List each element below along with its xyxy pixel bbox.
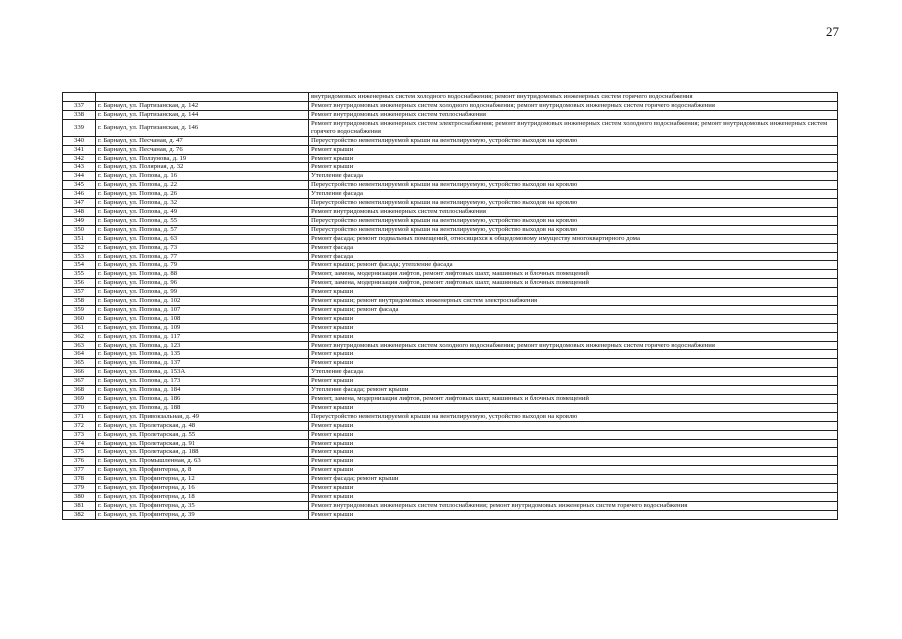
table-row — [63, 314, 838, 323]
work-type-cell: Ремонт внутридомовых инженерных систем теплоснабжения — [309, 110, 838, 119]
address-cell: г. Барнаул, ул. Попова, д. 79 — [96, 261, 309, 270]
table-row — [63, 181, 838, 190]
row-number-cell: 372 — [63, 421, 96, 430]
work-type-cell: Ремонт крыши — [309, 145, 838, 154]
row-number-cell: 343 — [63, 163, 96, 172]
address-cell: г. Барнаул, ул. Ползунова, д. 19 — [96, 154, 309, 163]
row-number-cell: 341 — [63, 145, 96, 154]
work-type-cell: Ремонт крыши — [309, 421, 838, 430]
table-row — [63, 430, 838, 439]
address-cell: г. Барнаул, ул. Пролетарская, д. 55 — [96, 430, 309, 439]
repair-table — [62, 92, 838, 520]
table-row — [63, 403, 838, 412]
address-cell: г. Барнаул, ул. Профинтерна, д. 35 — [96, 501, 309, 510]
table-row — [63, 154, 838, 163]
row-number-cell: 380 — [63, 492, 96, 501]
address-cell — [96, 93, 309, 102]
table-row — [63, 207, 838, 216]
table-row — [63, 439, 838, 448]
row-number-cell: 379 — [63, 484, 96, 493]
work-type-cell: Переустройство невентилируемой крыши на вентилируемую, устройство выходов на кровлю — [309, 199, 838, 208]
table-row — [63, 484, 838, 493]
address-cell: г. Барнаул, ул. Пролетарская, д. 91 — [96, 439, 309, 448]
address-cell: г. Барнаул, ул. Попова, д. 57 — [96, 225, 309, 234]
table-row — [63, 359, 838, 368]
row-number-cell: 346 — [63, 190, 96, 199]
row-number-cell: 363 — [63, 341, 96, 350]
row-number-cell: 381 — [63, 501, 96, 510]
address-cell: г. Барнаул, ул. Попова, д. 73 — [96, 243, 309, 252]
row-number-cell: 382 — [63, 510, 96, 519]
address-cell: г. Барнаул, ул. Попова, д. 22 — [96, 181, 309, 190]
table-row — [63, 475, 838, 484]
table-row — [63, 332, 838, 341]
row-number-cell: 345 — [63, 181, 96, 190]
table-row-continuation — [63, 93, 838, 102]
address-cell: г. Барнаул, ул. Попова, д. 188 — [96, 403, 309, 412]
table-row — [63, 297, 838, 306]
address-cell: г. Барнаул, ул. Попова, д. 135 — [96, 350, 309, 359]
row-number-cell: 362 — [63, 332, 96, 341]
work-type-cell: Ремонт крыши — [309, 359, 838, 368]
row-number-cell: 350 — [63, 225, 96, 234]
row-number-cell: 359 — [63, 305, 96, 314]
row-number-cell: 348 — [63, 207, 96, 216]
address-cell: г. Барнаул, ул. Песчаная, д. 47 — [96, 136, 309, 145]
table-row — [63, 501, 838, 510]
table-row — [63, 466, 838, 475]
table-row — [63, 110, 838, 119]
address-cell: г. Барнаул, ул. Попова, д. 108 — [96, 314, 309, 323]
work-type-cell: Переустройство невентилируемой крыши на вентилируемую, устройство выходов на кровлю — [309, 181, 838, 190]
row-number-cell — [63, 93, 96, 102]
row-number-cell: 373 — [63, 430, 96, 439]
row-number-cell: 360 — [63, 314, 96, 323]
address-cell: г. Барнаул, ул. Попова, д. 55 — [96, 216, 309, 225]
table-row — [63, 136, 838, 145]
row-number-cell: 344 — [63, 172, 96, 181]
table-row — [63, 199, 838, 208]
work-type-cell: Ремонт фасада — [309, 252, 838, 261]
work-type-cell: Ремонт крыши — [309, 510, 838, 519]
work-type-cell: Ремонт крыши — [309, 466, 838, 475]
address-cell: г. Барнаул, ул. Попова, д. 88 — [96, 270, 309, 279]
row-number-cell: 377 — [63, 466, 96, 475]
table-row — [63, 119, 838, 136]
row-number-cell: 349 — [63, 216, 96, 225]
row-number-cell: 356 — [63, 279, 96, 288]
address-cell: г. Барнаул, ул. Пролетарская, д. 48 — [96, 421, 309, 430]
table-row — [63, 225, 838, 234]
work-type-cell: Ремонт крыши; ремонт внутридомовых инженерных систем электроснабжения — [309, 297, 838, 306]
row-number-cell: 371 — [63, 412, 96, 421]
work-type-cell: Ремонт крыши — [309, 288, 838, 297]
address-cell: г. Барнаул, ул. Профинтерна, д. 16 — [96, 484, 309, 493]
address-cell: г. Барнаул, ул. Привокзальная, д. 49 — [96, 412, 309, 421]
address-cell: г. Барнаул, ул. Попова, д. 26 — [96, 190, 309, 199]
address-cell: г. Барнаул, ул. Попова, д. 102 — [96, 297, 309, 306]
row-number-cell: 378 — [63, 475, 96, 484]
address-cell: г. Барнаул, ул. Попова, д. 109 — [96, 323, 309, 332]
table-row — [63, 279, 838, 288]
row-number-cell: 366 — [63, 368, 96, 377]
table-row — [63, 386, 838, 395]
address-cell: г. Барнаул, ул. Попова, д. 173 — [96, 377, 309, 386]
work-type-cell: Утепление фасада — [309, 172, 838, 181]
row-number-cell: 361 — [63, 323, 96, 332]
row-number-cell: 351 — [63, 234, 96, 243]
work-type-cell: Ремонт крыши — [309, 484, 838, 493]
table-row — [63, 341, 838, 350]
table-row — [63, 377, 838, 386]
row-number-cell: 337 — [63, 101, 96, 110]
table-row — [63, 270, 838, 279]
row-number-cell: 357 — [63, 288, 96, 297]
table-row — [63, 190, 838, 199]
work-type-cell: Переустройство невентилируемой крыши на вентилируемую, устройство выходов на кровлю — [309, 225, 838, 234]
address-cell: г. Барнаул, ул. Попова, д. 184 — [96, 386, 309, 395]
table-row — [63, 234, 838, 243]
work-type-cell: Ремонт крыши; ремонт фасада — [309, 305, 838, 314]
table-row — [63, 368, 838, 377]
work-type-cell: Ремонт крыши — [309, 430, 838, 439]
work-type-cell: Переустройство невентилируемой крыши на вентилируемую, устройство выходов на кровлю — [309, 412, 838, 421]
row-number-cell: 355 — [63, 270, 96, 279]
row-number-cell: 370 — [63, 403, 96, 412]
address-cell: г. Барнаул, ул. Попова, д. 16 — [96, 172, 309, 181]
address-cell: г. Барнаул, ул. Партизанская, д. 142 — [96, 101, 309, 110]
table-row — [63, 448, 838, 457]
row-number-cell: 339 — [63, 119, 96, 136]
table-row — [63, 261, 838, 270]
address-cell: г. Барнаул, ул. Песчаная, д. 76 — [96, 145, 309, 154]
work-type-cell: Ремонт, замена, модернизация лифтов, ремонт лифтовых шахт, машинных и блочных помещений — [309, 270, 838, 279]
row-number-cell: 365 — [63, 359, 96, 368]
table-row — [63, 323, 838, 332]
work-type-cell: Ремонт фасада — [309, 243, 838, 252]
row-number-cell: 369 — [63, 395, 96, 404]
address-cell: г. Барнаул, ул. Попова, д. 107 — [96, 305, 309, 314]
address-cell: г. Барнаул, ул. Попова, д. 123 — [96, 341, 309, 350]
table-row — [63, 252, 838, 261]
table-row — [63, 412, 838, 421]
work-type-cell: Ремонт, замена, модернизация лифтов, ремонт лифтовых шахт, машинных и блочных помещений — [309, 279, 838, 288]
row-number-cell: 342 — [63, 154, 96, 163]
address-cell: г. Барнаул, ул. Полярная, д. 32 — [96, 163, 309, 172]
row-number-cell: 376 — [63, 457, 96, 466]
row-number-cell: 340 — [63, 136, 96, 145]
row-number-cell: 358 — [63, 297, 96, 306]
table-row — [63, 350, 838, 359]
row-number-cell: 347 — [63, 199, 96, 208]
work-type-cell: Ремонт внутридомовых инженерных систем холодного водоснабжения; ремонт внутридомовых инженерных систем горячего водоснабжения — [309, 341, 838, 350]
work-type-cell: внутридомовых инженерных систем холодного водоснабжения; ремонт внутридомовых инженерных систем горячего водоснабжения — [309, 93, 838, 102]
row-number-cell: 364 — [63, 350, 96, 359]
row-number-cell: 353 — [63, 252, 96, 261]
row-number-cell: 374 — [63, 439, 96, 448]
table-row — [63, 172, 838, 181]
row-number-cell: 367 — [63, 377, 96, 386]
table-row — [63, 216, 838, 225]
table-row — [63, 101, 838, 110]
work-type-cell: Ремонт крыши — [309, 332, 838, 341]
table-row — [63, 457, 838, 466]
work-type-cell: Ремонт крыши — [309, 163, 838, 172]
address-cell: г. Барнаул, ул. Попова, д. 117 — [96, 332, 309, 341]
work-type-cell: Утепление фасада — [309, 368, 838, 377]
work-type-cell: Ремонт крыши — [309, 314, 838, 323]
work-type-cell: Ремонт крыши — [309, 403, 838, 412]
work-type-cell: Ремонт внутридомовых инженерных систем теплоснабжения; ремонт внутридомовых инженерных систем горячего водоснабжения — [309, 501, 838, 510]
work-type-cell: Ремонт крыши — [309, 323, 838, 332]
address-cell: г. Барнаул, ул. Профинтерна, д. 8 — [96, 466, 309, 475]
work-type-cell: Утепление фасада — [309, 190, 838, 199]
row-number-cell: 352 — [63, 243, 96, 252]
address-cell: г. Барнаул, ул. Попова, д. 137 — [96, 359, 309, 368]
work-type-cell: Ремонт крыши — [309, 377, 838, 386]
work-type-cell: Утепление фасада; ремонт крыши — [309, 386, 838, 395]
address-cell: г. Барнаул, ул. Профинтерна, д. 18 — [96, 492, 309, 501]
work-type-cell: Ремонт фасада; ремонт крыши — [309, 475, 838, 484]
address-cell: г. Барнаул, ул. Попова, д. 32 — [96, 199, 309, 208]
address-cell: г. Барнаул, ул. Партизанская, д. 146 — [96, 119, 309, 136]
table-row — [63, 305, 838, 314]
work-type-cell: Ремонт крыши — [309, 492, 838, 501]
row-number-cell: 375 — [63, 448, 96, 457]
work-type-cell: Ремонт крыши — [309, 439, 838, 448]
table-row — [63, 492, 838, 501]
table-row — [63, 288, 838, 297]
address-cell: г. Барнаул, ул. Пролетарская, д. 188 — [96, 448, 309, 457]
page-number: 27 — [826, 24, 839, 39]
table-row — [63, 395, 838, 404]
work-type-cell: Переустройство невентилируемой крыши на вентилируемую, устройство выходов на кровлю — [309, 216, 838, 225]
work-type-cell: Ремонт фасада; ремонт подвальных помещений, относящихся к общедомовому имуществу многоквартирного дома — [309, 234, 838, 243]
table-row — [63, 163, 838, 172]
address-cell: г. Барнаул, ул. Попова, д. 153А — [96, 368, 309, 377]
address-cell: г. Барнаул, ул. Попова, д. 186 — [96, 395, 309, 404]
address-cell: г. Барнаул, ул. Профинтерна, д. 39 — [96, 510, 309, 519]
address-cell: г. Барнаул, ул. Попова, д. 99 — [96, 288, 309, 297]
address-cell: г. Барнаул, ул. Попова, д. 49 — [96, 207, 309, 216]
table-row — [63, 243, 838, 252]
address-cell: г. Барнаул, ул. Партизанская, д. 144 — [96, 110, 309, 119]
work-type-cell: Ремонт крыши — [309, 448, 838, 457]
table-row — [63, 421, 838, 430]
work-type-cell: Ремонт внутридомовых инженерных систем теплоснабжения — [309, 207, 838, 216]
address-cell: г. Барнаул, ул. Попова, д. 96 — [96, 279, 309, 288]
address-cell: г. Барнаул, ул. Попова, д. 77 — [96, 252, 309, 261]
work-type-cell: Ремонт крыши; ремонт фасада; утепление фасада — [309, 261, 838, 270]
address-cell: г. Барнаул, ул. Промышленная, д. 63 — [96, 457, 309, 466]
address-cell: г. Барнаул, ул. Попова, д. 63 — [96, 234, 309, 243]
address-cell: г. Барнаул, ул. Профинтерна, д. 12 — [96, 475, 309, 484]
work-type-cell: Ремонт крыши — [309, 154, 838, 163]
table-row — [63, 145, 838, 154]
row-number-cell: 368 — [63, 386, 96, 395]
work-type-cell: Ремонт крыши — [309, 457, 838, 466]
work-type-cell: Ремонт крыши — [309, 350, 838, 359]
work-type-cell: Ремонт внутридомовых инженерных систем электроснабжения; ремонт внутридомовых инженерных систем холодного водоснабжения; ремонт внутридомовых инженерных систем горячего водоснабжения — [309, 119, 838, 136]
work-type-cell: Переустройство невентилируемой крыши на вентилируемую, устройство выходов на кровлю — [309, 136, 838, 145]
work-type-cell: Ремонт, замена, модернизация лифтов, ремонт лифтовых шахт, машинных и блочных помещений — [309, 395, 838, 404]
row-number-cell: 354 — [63, 261, 96, 270]
table-row — [63, 510, 838, 519]
row-number-cell: 338 — [63, 110, 96, 119]
work-type-cell: Ремонт внутридомовых инженерных систем холодного водоснабжения; ремонт внутридомовых инженерных систем горячего водоснабжения — [309, 101, 838, 110]
